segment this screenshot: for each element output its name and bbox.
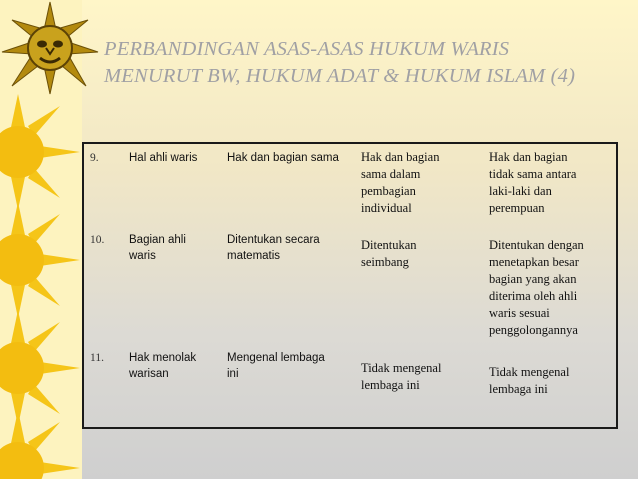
sun-icon	[0, 92, 82, 212]
slide-title	[104, 36, 624, 90]
row-topic: Hal ahli waris	[129, 152, 198, 164]
adat-cell: Ditentukan seimbang	[361, 238, 417, 269]
bw-cell: Hak dan bagian sama	[227, 152, 339, 164]
adat-cell: Hak dan bagian sama dalam pembagian individual	[361, 150, 440, 215]
row-number: 9.	[90, 152, 99, 164]
tribal-mask-icon	[0, 0, 100, 95]
islam-cell: Hak dan bagian tidak sama antara laki-laki dan perempuan	[489, 150, 577, 215]
sun-icon	[0, 200, 82, 320]
islam-cell: Tidak mengenal lembaga ini	[489, 365, 570, 396]
row-topic: Hak menolak warisan	[129, 352, 197, 380]
adat-cell: Tidak mengenal lembaga ini	[361, 361, 442, 392]
row-number: 10.	[90, 234, 105, 246]
bw-cell: Mengenal lembaga ini	[227, 352, 325, 380]
bw-cell: Ditentukan secara matematis	[227, 234, 320, 262]
title-line-2: MENURUT BW, HUKUM ADAT & HUKUM ISLAM (4)	[104, 65, 576, 87]
sun-icon	[0, 408, 82, 479]
row-number: 11.	[90, 352, 104, 364]
title-line-1: PERBANDINGAN ASAS-ASAS HUKUM WARIS	[104, 38, 510, 60]
row-topic: Bagian ahli waris	[129, 234, 186, 262]
islam-cell: Ditentukan dengan menetapkan besar bagian yang akan diterima oleh ahli waris sesuai penggolongannya	[489, 238, 584, 337]
